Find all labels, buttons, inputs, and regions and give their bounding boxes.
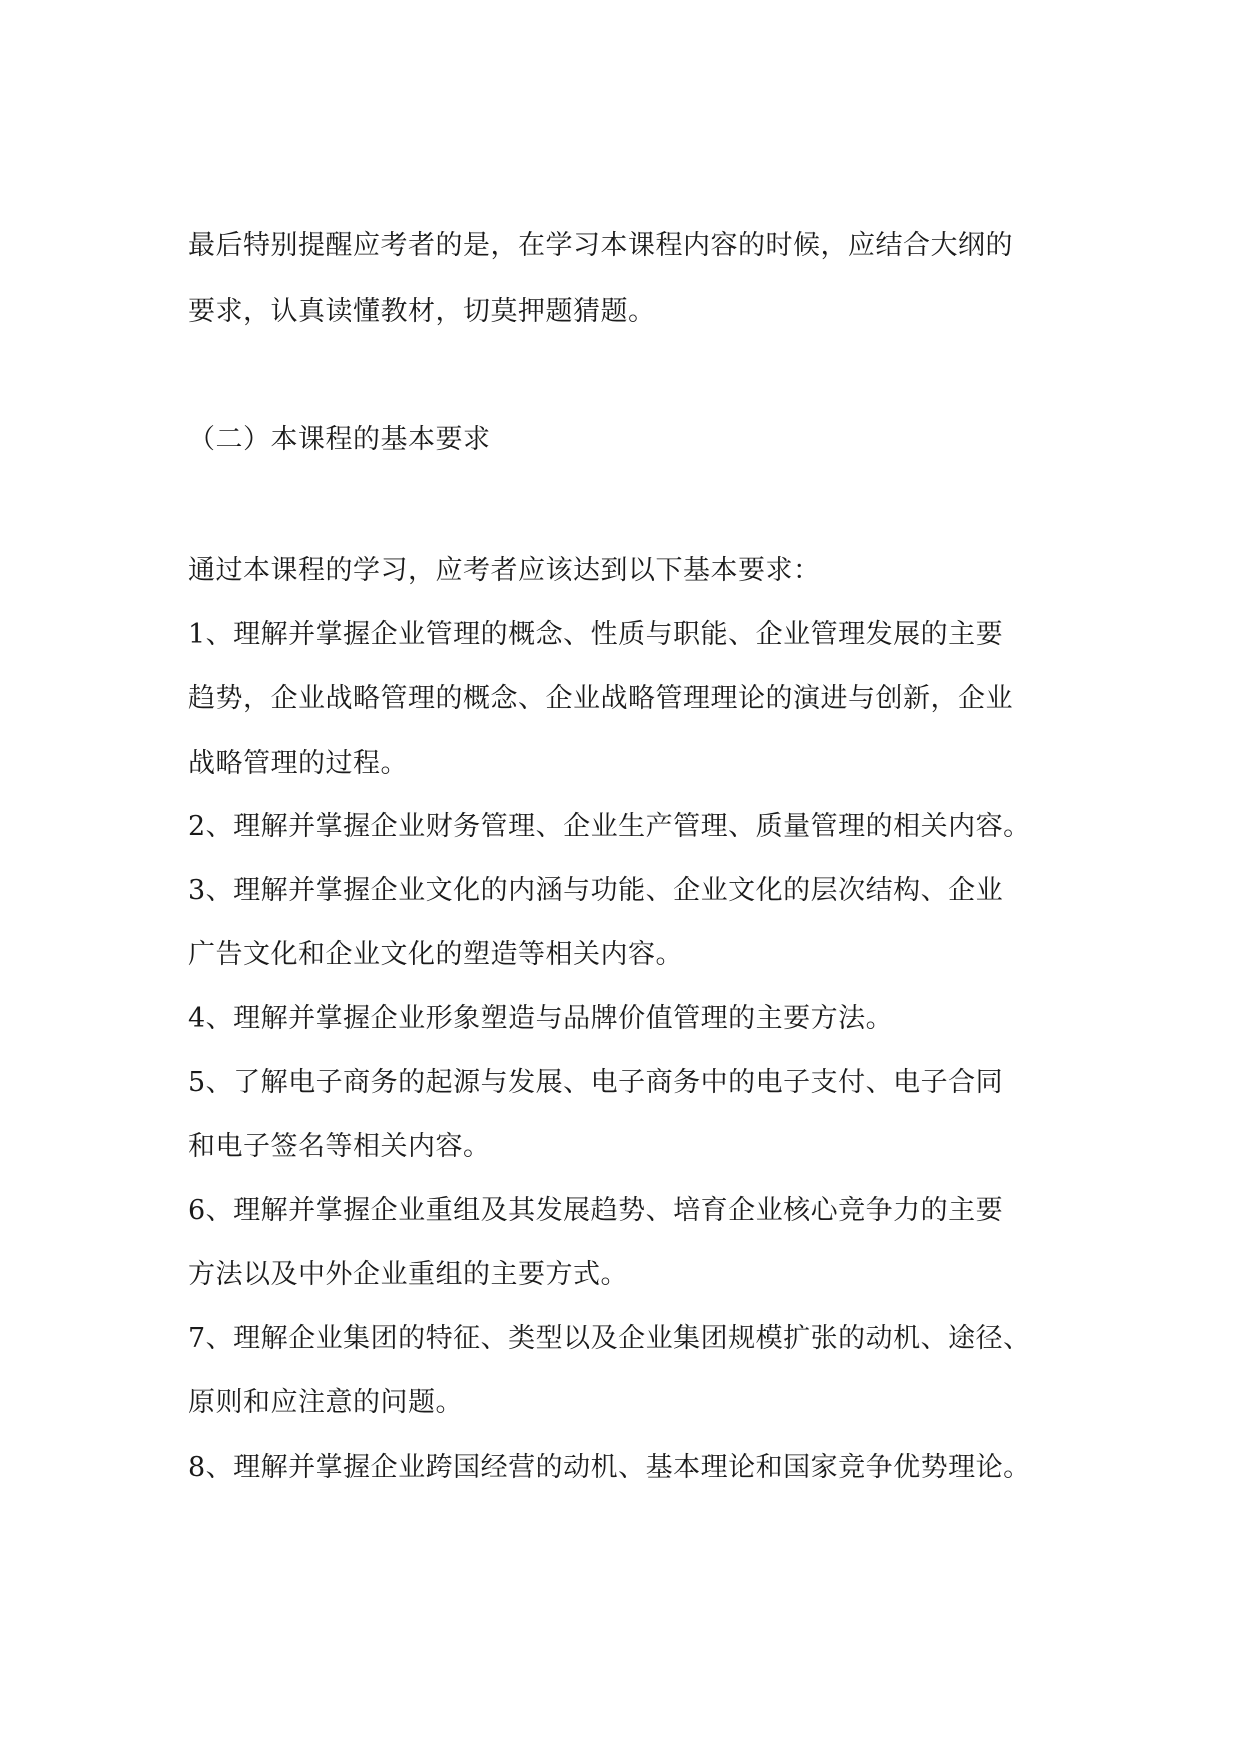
requirement-item-7-line-2: 原则和应注意的问题。 (188, 1387, 463, 1418)
requirement-item-3-line-2: 广告文化和企业文化的塑造等相关内容。 (188, 939, 683, 970)
requirement-item-8-line-1: 8、理解并掌握企业跨国经营的动机、基本理论和国家竞争优势理论。 (188, 1452, 1031, 1483)
requirement-item-4-line-1: 4、理解并掌握企业形象塑造与品牌价值管理的主要方法。 (188, 1003, 894, 1034)
requirement-item-2-line-1: 2、理解并掌握企业财务管理、企业生产管理、质量管理的相关内容。 (188, 811, 1031, 842)
requirement-item-6-line-1: 6、理解并掌握企业重组及其发展趋势、培育企业核心竞争力的主要 (188, 1195, 1004, 1226)
requirement-item-6-line-2: 方法以及中外企业重组的主要方式。 (188, 1259, 628, 1290)
requirement-item-3-line-1: 3、理解并掌握企业文化的内涵与功能、企业文化的层次结构、企业 (188, 875, 1004, 906)
requirement-item-5-line-1: 5、了解电子商务的起源与发展、电子商务中的电子支付、电子合同 (188, 1067, 1004, 1098)
requirements-intro: 通过本课程的学习，应考者应该达到以下基本要求： (188, 555, 821, 586)
requirement-item-1-line-3: 战略管理的过程。 (188, 748, 408, 779)
intro-paragraph-line-2: 要求，认真读懂教材，切莫押题猜题。 (188, 296, 656, 327)
requirement-item-7-line-1: 7、理解企业集团的特征、类型以及企业集团规模扩张的动机、途径、 (188, 1323, 1031, 1354)
intro-paragraph-line-1: 最后特别提醒应考者的是，在学习本课程内容的时候，应结合大纲的 (188, 230, 1013, 261)
requirement-item-1-line-1: 1、理解并掌握企业管理的概念、性质与职能、企业管理发展的主要 (188, 619, 1004, 650)
requirement-item-5-line-2: 和电子签名等相关内容。 (188, 1131, 491, 1162)
requirement-item-1-line-2: 趋势，企业战略管理的概念、企业战略管理理论的演进与创新，企业 (188, 683, 1013, 714)
section-heading: （二）本课程的基本要求 (188, 424, 491, 455)
